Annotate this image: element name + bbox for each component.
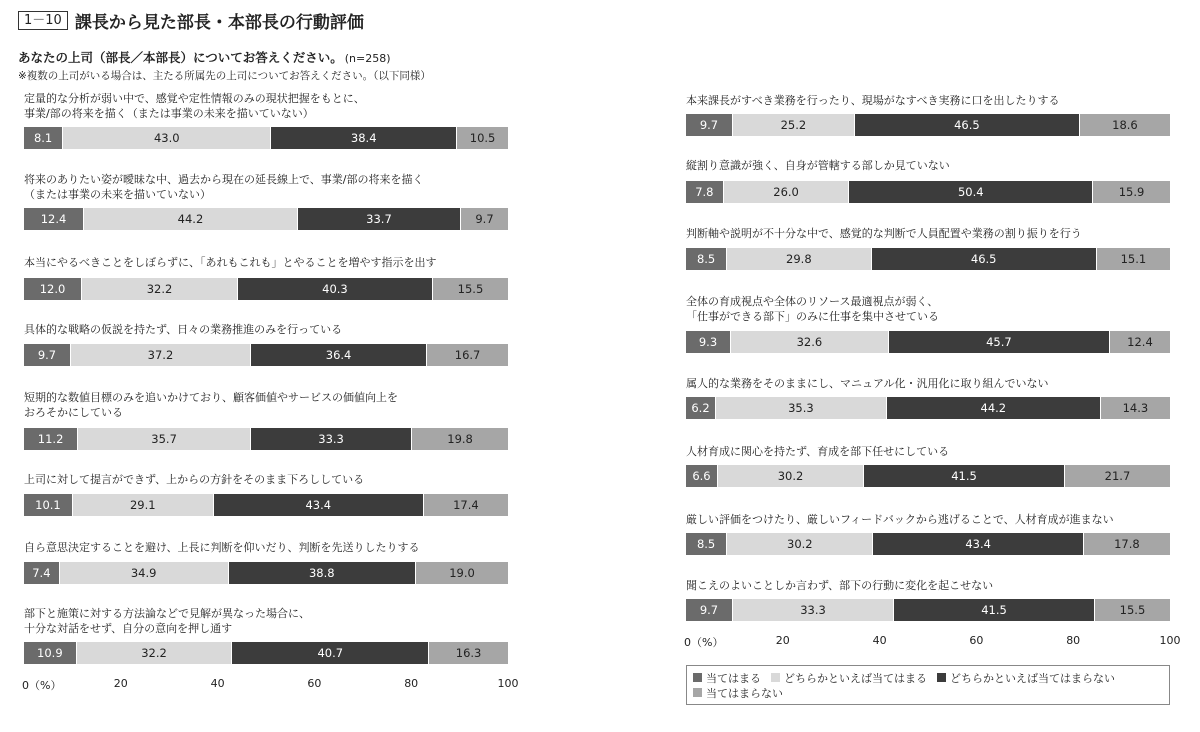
bar-segment-3: 41.5 — [864, 465, 1065, 487]
bar-segment-3: 43.4 — [873, 533, 1083, 555]
bar-segment-4: 15.1 — [1097, 248, 1170, 270]
question-text: あなたの上司（部長／本部長）についてお答えください。 — [18, 50, 343, 65]
bar-segment-3: 50.4 — [849, 181, 1093, 203]
bar-segment-4: 16.3 — [429, 642, 508, 664]
stacked-bar — [24, 278, 508, 300]
item-label: 具体的な戦略の仮説を持たず、日々の業務推進のみを行っている — [24, 323, 343, 336]
bar-segment-4: 12.4 — [1110, 331, 1170, 353]
item-label: 縦割り意識が強く、自身が管轄する部しか見ていない — [686, 159, 950, 172]
stacked-bar — [686, 181, 1170, 203]
item-label: 全体の育成視点や全体のリソース最適視点が弱く、 「仕事ができる部下」のみに仕事を集中させている — [686, 295, 939, 323]
x-axis-tick: 20 — [113, 677, 128, 690]
stacked-bar — [686, 114, 1170, 136]
bar-segment-3: 40.3 — [238, 278, 433, 300]
bar-segment-4: 9.7 — [461, 208, 508, 230]
bar-segment-1: 8.5 — [686, 248, 727, 270]
item-label: 人材育成に関心を持たず、育成を部下任せにしている — [686, 445, 950, 458]
bar-segment-2: 35.7 — [78, 428, 251, 450]
bar-segment-3: 40.7 — [232, 642, 429, 664]
bar-segment-2: 35.3 — [716, 397, 887, 419]
stacked-bar — [686, 248, 1170, 270]
stacked-bar — [24, 642, 508, 664]
legend-label: どちらかといえば当てはまらない — [950, 671, 1115, 685]
bar-segment-4: 16.7 — [427, 344, 508, 366]
bar-segment-4: 21.7 — [1065, 465, 1170, 487]
bar-segment-4: 10.5 — [457, 127, 508, 149]
legend — [686, 665, 1170, 705]
bar-segment-1: 6.6 — [686, 465, 718, 487]
bar-segment-2: 29.8 — [727, 248, 871, 270]
bar-segment-4: 17.8 — [1084, 533, 1170, 555]
bar-segment-3: 38.4 — [271, 127, 457, 149]
item-label: 部下と施策に対する方法論などで見解が異なった場合に、 十分な対話をせず、自分の意向を押し通す — [24, 607, 310, 635]
legend-swatch — [693, 688, 702, 697]
bar-segment-1: 11.2 — [24, 428, 78, 450]
stacked-bar — [24, 344, 508, 366]
x-axis-tick: 60 — [307, 677, 322, 690]
item-label: 判断軸や説明が不十分な中で、感覚的な判断で人員配置や業務の割り振りを行う — [686, 227, 1082, 240]
x-axis-tick: 100 — [1159, 634, 1181, 647]
sample-size: (n=258) — [344, 52, 391, 65]
bar-segment-4: 15.9 — [1093, 181, 1170, 203]
legend-item — [937, 670, 1115, 685]
bar-segment-1: 9.7 — [686, 114, 733, 136]
stacked-bar — [686, 533, 1170, 555]
item-label: 本当にやるべきことをしぼらずに、「あれもこれも」とやることを増やす指示を出す — [24, 256, 437, 269]
legend-swatch — [937, 673, 946, 682]
survey-note: ※複数の上司がいる場合は、主たる所属先の上司についてお答えください。（以下同様） — [18, 70, 431, 82]
bar-segment-3: 46.5 — [855, 114, 1080, 136]
bar-segment-3: 33.3 — [251, 428, 412, 450]
stacked-bar — [24, 208, 508, 230]
item-label: 厳しい評価をつけたり、厳しいフィードバックから逃げることで、人材育成が進まない — [686, 513, 1114, 526]
legend-item — [693, 670, 761, 685]
stacked-bar — [24, 127, 508, 149]
bar-segment-1: 10.1 — [24, 494, 73, 516]
bar-segment-2: 30.2 — [718, 465, 864, 487]
bar-segment-3: 33.7 — [298, 208, 461, 230]
stacked-bar — [686, 331, 1170, 353]
bar-segment-1: 8.1 — [24, 127, 63, 149]
bar-segment-1: 7.4 — [24, 562, 60, 584]
bar-segment-3: 41.5 — [894, 599, 1095, 621]
item-label: 本来課長がすべき業務を行ったり、現場がなすべき実務に口を出したりする — [686, 94, 1060, 107]
chart-panel-left — [22, 0, 519, 732]
x-axis-tick: 80 — [1066, 634, 1081, 647]
bar-segment-4: 15.5 — [1095, 599, 1170, 621]
legend-item — [771, 670, 927, 685]
bar-segment-2: 32.6 — [731, 331, 889, 353]
bar-segment-2: 37.2 — [71, 344, 251, 366]
bar-segment-3: 45.7 — [889, 331, 1110, 353]
bar-segment-2: 25.2 — [733, 114, 855, 136]
bar-segment-3: 43.4 — [214, 494, 424, 516]
bar-segment-2: 33.3 — [733, 599, 894, 621]
bar-segment-1: 9.7 — [686, 599, 733, 621]
stacked-bar — [24, 494, 508, 516]
legend-label: どちらかといえば当てはまる — [784, 671, 927, 685]
bar-segment-2: 34.9 — [60, 562, 229, 584]
bar-segment-1: 9.3 — [686, 331, 731, 353]
item-label: 短期的な数値目標のみを追いかけており、顧客価値やサービスの価値向上を おろそかにしている — [24, 391, 398, 419]
bar-segment-3: 46.5 — [872, 248, 1097, 270]
stacked-bar — [686, 599, 1170, 621]
x-axis-tick: 0（%） — [684, 636, 724, 649]
item-label: 上司に対して提言ができず、上からの方針をそのまま下ろししている — [24, 473, 365, 486]
x-axis-tick: 0（%） — [22, 679, 62, 692]
bar-segment-4: 19.8 — [412, 428, 508, 450]
bar-segment-1: 10.9 — [24, 642, 77, 664]
legend-item — [693, 685, 783, 700]
bar-segment-1: 7.8 — [686, 181, 724, 203]
stacked-bar — [686, 397, 1170, 419]
bar-segment-3: 38.8 — [229, 562, 417, 584]
x-axis-tick: 100 — [497, 677, 519, 690]
x-axis-tick: 40 — [872, 634, 887, 647]
bar-segment-4: 19.0 — [416, 562, 508, 584]
figure-number: 1－10 — [18, 11, 68, 30]
bar-segment-2: 32.2 — [82, 278, 238, 300]
bar-segment-4: 18.6 — [1080, 114, 1170, 136]
figure-title: 課長から見た部長・本部長の行動評価 — [74, 13, 364, 33]
item-label: 将来のありたい姿が曖昧な中、過去から現在の延長線上で、事業/部の将来を描く （または事業の未来を描いていない） — [24, 173, 424, 201]
bar-segment-1: 6.2 — [686, 397, 716, 419]
x-axis-tick: 80 — [404, 677, 419, 690]
legend-swatch — [771, 673, 780, 682]
legend-swatch — [693, 673, 702, 682]
legend-label: 当てはまらない — [706, 686, 783, 700]
bar-segment-2: 44.2 — [84, 208, 298, 230]
bar-segment-3: 44.2 — [887, 397, 1101, 419]
stacked-bar — [24, 428, 508, 450]
bar-segment-4: 17.4 — [424, 494, 508, 516]
stacked-bar — [24, 562, 508, 584]
bar-segment-2: 26.0 — [724, 181, 850, 203]
item-label: 属人的な業務をそのままにし、マニュアル化・汎用化に取り組んでいない — [686, 377, 1049, 390]
chart-panel-right — [684, 0, 1181, 732]
bar-segment-4: 14.3 — [1101, 397, 1170, 419]
legend-label: 当てはまる — [706, 671, 761, 685]
stacked-bar — [686, 465, 1170, 487]
item-label: 自ら意思決定することを避け、上長に判断を仰いだり、判断を先送りしたりする — [24, 541, 420, 554]
x-axis-tick: 20 — [775, 634, 790, 647]
x-axis-tick: 40 — [210, 677, 225, 690]
bar-segment-1: 9.7 — [24, 344, 71, 366]
item-label: 定量的な分析が弱い中で、感覚や定性情報のみの現状把握をもとに、 事業/部の将来を描く（または事業の未来を描いていない） — [24, 92, 365, 120]
bar-segment-2: 29.1 — [73, 494, 214, 516]
bar-segment-4: 15.5 — [433, 278, 508, 300]
bar-segment-2: 43.0 — [63, 127, 271, 149]
bar-segment-3: 36.4 — [251, 344, 427, 366]
bar-segment-1: 12.4 — [24, 208, 84, 230]
bar-segment-2: 32.2 — [77, 642, 233, 664]
bar-segment-1: 8.5 — [686, 533, 727, 555]
x-axis-tick: 60 — [969, 634, 984, 647]
bar-segment-1: 12.0 — [24, 278, 82, 300]
item-label: 聞こえのよいことしか言わず、部下の行動に変化を起こせない — [686, 579, 994, 592]
bar-segment-2: 30.2 — [727, 533, 873, 555]
